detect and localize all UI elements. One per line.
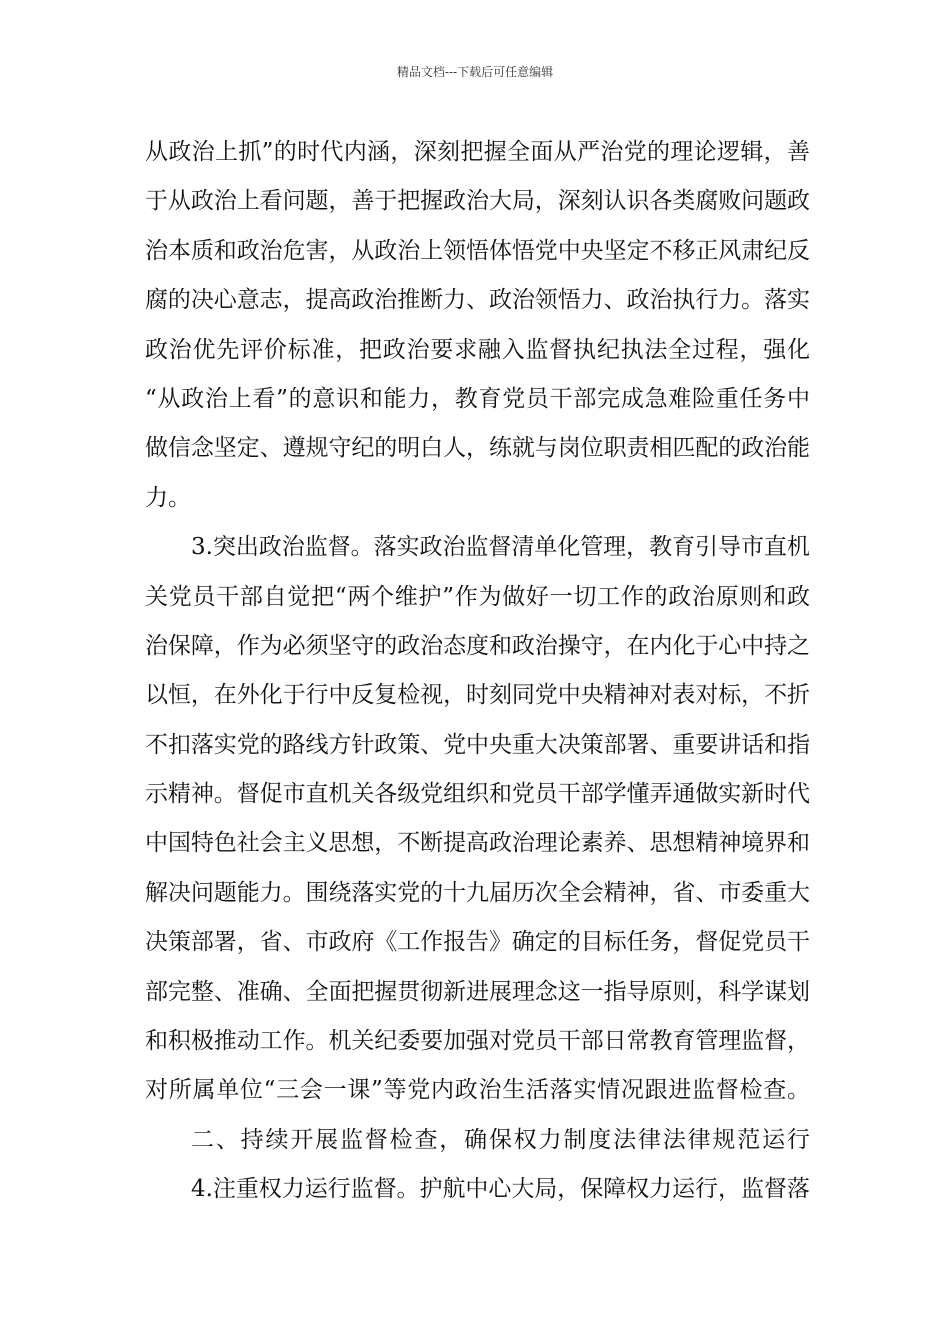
text-line: “从政治上看”的意识和能力，教育党员干部完成急难险重任务中	[145, 385, 811, 412]
document-body	[145, 128, 810, 1215]
text-line: 对所属单位“三会一课”等党内政治生活落实情况跟进监督检查。	[145, 1077, 811, 1104]
text-line: 关党员干部自觉把“两个维护”作为做好一切工作的政治原则和政	[145, 583, 811, 610]
text-line: 于从政治上看问题，善于把握政治大局，深刻认识各类腐败问题政	[145, 188, 810, 215]
text-line: 决策部署，省、市政府《工作报告》确定的目标任务，督促党员干	[145, 929, 810, 956]
text-line: 治本质和政治危害，从政治上领悟体悟党中央坚定不移正风肃纪反	[145, 237, 810, 264]
text-line: 4.注重权力运行监督。护航中心大局，保障权力运行，监督落	[191, 1176, 810, 1203]
text-line: 腐的决心意志，提高政治推断力、政治领悟力、政治执行力。落实	[145, 287, 810, 314]
text-line: 中国特色社会主义思想，不断提高政治理论素养、思想精神境界和	[145, 830, 810, 857]
text-line: 从政治上抓”的时代内涵，深刻把握全面从严治党的理论逻辑，善	[145, 139, 811, 165]
page-header: 精品文档---下载后可任意编辑	[396, 65, 554, 79]
text-line: 二、持续开展监督检查，确保权力制度法律法律规范运行	[191, 1126, 812, 1153]
text-line: 不扣落实党的路线方针政策、党中央重大决策部署、重要讲话和指	[145, 731, 810, 758]
text-line: 示精神。督促市直机关各级党组织和党员干部学懂弄通做实新时代	[145, 781, 810, 808]
text-line: 和积极推动工作。机关纪委要加强对党员干部日常教育管理监督，	[145, 1028, 810, 1055]
text-line: 解决问题能力。围绕落实党的十九届历次全会精神，省、市委重大	[145, 879, 810, 906]
text-line: 力。	[145, 484, 191, 511]
text-line: 做信念坚定、遵规守纪的明白人，练就与岗位职责相匹配的政治能	[145, 435, 810, 462]
text-line: 以恒，在外化于行中反复检视，时刻同党中央精神对表对标，不折	[145, 682, 810, 709]
text-line: 部完整、准确、全面把握贯彻新进展理念这一指导原则，科学谋划	[145, 978, 810, 1005]
text-line: 3.突出政治监督。落实政治监督清单化管理，教育引导市直机	[191, 534, 810, 561]
text-line: 治保障，作为必须坚守的政治态度和政治操守，在内化于心中持之	[145, 632, 810, 659]
text-line: 政治优先评价标准，把政治要求融入监督执纪执法全过程，强化	[145, 336, 811, 363]
